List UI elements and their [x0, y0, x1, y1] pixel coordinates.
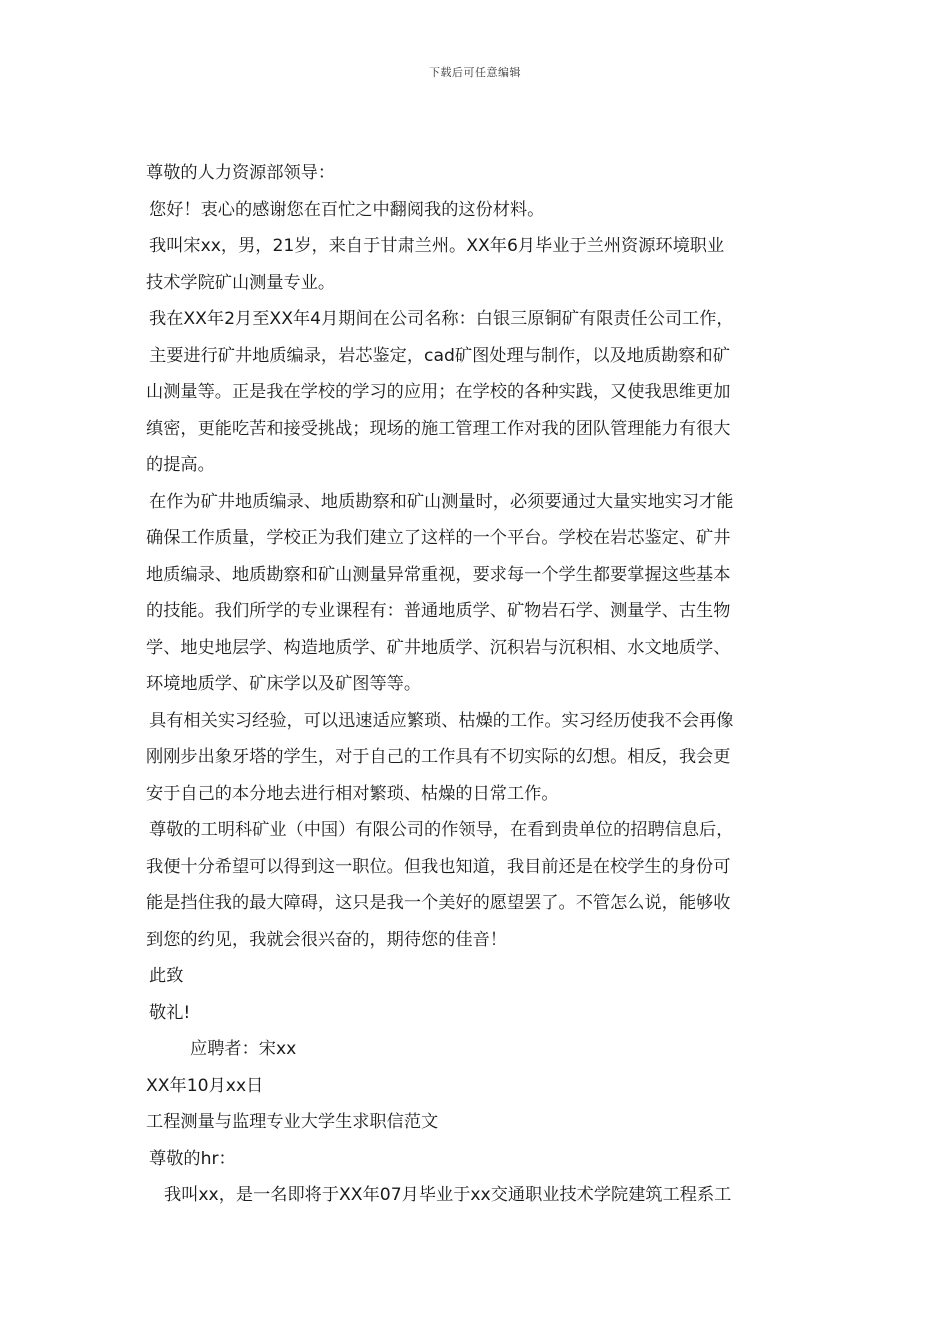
section-title: 工程测量与监理专业大学生求职信范文: [146, 1112, 439, 1132]
paragraph-line: 缜密，更能吃苦和接受挑战；现场的施工管理工作对我的团队管理能力有很大: [146, 418, 731, 439]
header-note: 下载后可任意编辑: [429, 66, 521, 79]
paragraph-line: 尊敬的工明科矿业（中国）有限公司的作领导，在看到贵单位的招聘信息后，: [149, 820, 734, 840]
paragraph-line: 刚刚步出象牙塔的学生，对于自己的工作具有不切实际的幻想。相反，我会更: [146, 747, 731, 767]
salutation: 尊敬的人力资源部领导：: [146, 163, 336, 183]
paragraph-line: 环境地质学、矿床学以及矿图等等。: [146, 674, 422, 694]
greeting-line: 您好！衷心的感谢您在百忙之中翻阅我的这份材料。: [149, 199, 545, 220]
paragraph-line: 山测量等。正是我在学校的学习的应用；在学校的各种实践，又使我思维更加: [146, 382, 731, 402]
date-line: XX年10月xx日: [146, 1075, 264, 1096]
paragraph-line: 我便十分希望可以得到这一职位。但我也知道，我目前还是在校学生的身份可: [146, 856, 731, 877]
closing-line: 此致: [149, 966, 184, 986]
paragraph-line: 技术学院矿山测量专业。: [146, 272, 336, 293]
paragraph-line: 我叫宋xx，男，21岁，来自于甘肃兰州。XX年6月毕业于兰州资源环境职业: [149, 236, 725, 256]
paragraph-line: 到您的约见，我就会很兴奋的，期待您的佳音！: [146, 929, 507, 950]
paragraph-line: 确保工作质量，学校正为我们建立了这样的一个平台。学校在岩芯鉴定、矿井: [146, 528, 731, 548]
paragraph-line: 地质编录、地质勘察和矿山测量异常重视，要求每一个学生都要掌握这些基本: [146, 564, 731, 585]
paragraph-line: 主要进行矿井地质编录，岩芯鉴定，cad矿图处理与制作，以及地质勘察和矿: [149, 345, 730, 366]
paragraph-line: 学、地史地层学、构造地质学、矿井地质学、沉积岩与沉积相、水文地质学、: [146, 637, 731, 658]
paragraph-line: 安于自己的本分地去进行相对繁琐、枯燥的日常工作。: [146, 783, 559, 804]
paragraph-line: 我叫xx，是一名即将于XX年07月毕业于xx交通职业技术学院建筑工程系工: [164, 1185, 732, 1205]
paragraph-line: 在作为矿井地质编录、地质勘察和矿山测量时，必须要通过大量实地实习才能: [149, 491, 734, 512]
salutation: 尊敬的hr：: [149, 1148, 236, 1169]
signature-line: 应聘者：宋xx: [190, 1039, 297, 1059]
paragraph-line: 的技能。我们所学的专业课程有：普通地质学、矿物岩石学、测量学、古生物: [146, 601, 731, 621]
paragraph-line: 的提高。: [146, 455, 215, 475]
letter-body: [146, 155, 818, 1214]
paragraph-line: 具有相关实习经验，可以迅速适应繁琐、枯燥的工作。实习经历使我不会再像: [149, 710, 734, 731]
closing-line: 敬礼!: [149, 1002, 191, 1023]
paragraph-line: 我在XX年2月至XX年4月期间在公司名称：白银三原铜矿有限责任公司工作，: [149, 309, 734, 329]
paragraph-line: 能是挡住我的最大障碍，这只是我一个美好的愿望罢了。不管怎么说，能够收: [146, 893, 731, 913]
